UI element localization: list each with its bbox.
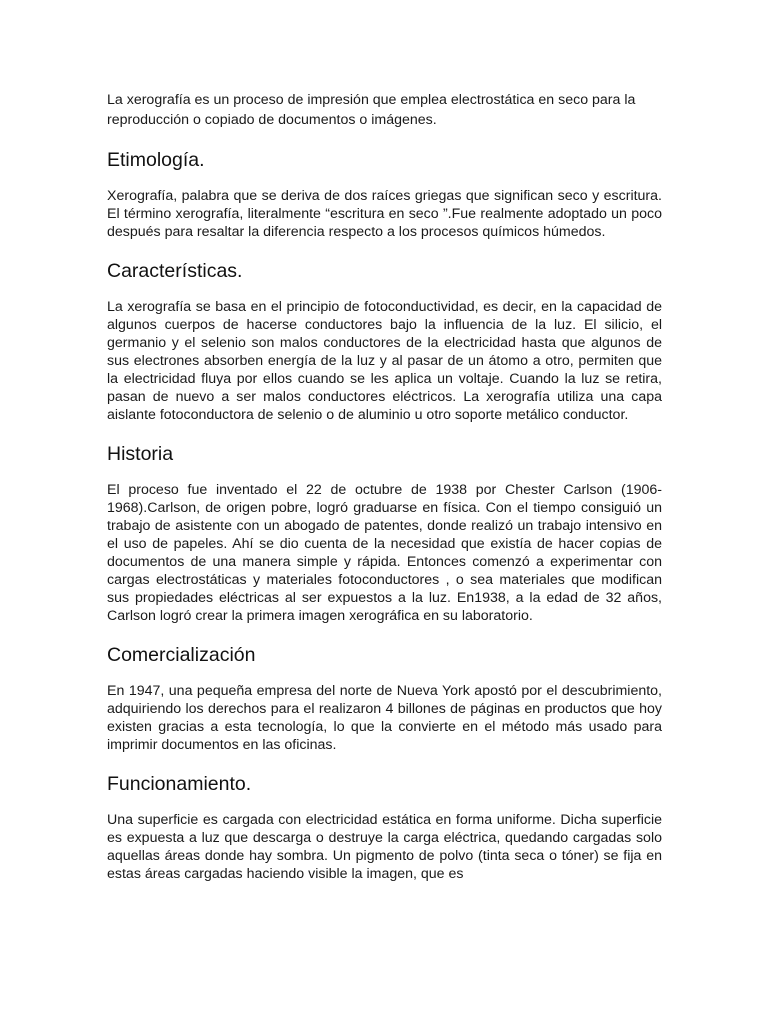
section-paragraph: El proceso fue inventado el 22 de octubre de 1938 por Chester Carlson (1906-1968).Carlson, de origen pobre, logró graduarse en física. Con el tiempo consiguió un trabajo de asistente con un abogado de patentes, donde realizó un trabajo intensivo en el uso de papeles. Ahí se dio cuenta de la necesidad que existía de hacer copias de documentos de una manera simple y rápida. Entonces comenzó a experimentar con cargas electrostáticas y materiales fotoconductores , o sea materiales que modifican sus propiedades eléctricas al ser expuestos a la luz. En1938, a la edad de 32 años, Carlson logró crear la primera imagen xerográfica en su laboratorio.: [107, 482, 662, 624]
section-comercializacion: [107, 643, 662, 754]
section-paragraph: Xerografía, palabra que se deriva de dos raíces griegas que significan seco y escritura. El término xerografía, literalmente “escritura en seco ”.Fue realmente adoptado un poco después para resaltar la diferencia respecto a los procesos químicos húmedos.: [107, 188, 662, 240]
section-paragraph: La xerografía se basa en el principio de fotoconductividad, es decir, en la capacidad de algunos cuerpos de hacerse conductores bajo la influencia de la luz. El silicio, el germanio y el selenio son malos conductores de la electricidad hasta que algunos de sus electrones absorben energía de la luz y al pasar de un átomo a otro, permiten que la electricidad fluya por ellos cuando se les aplica un voltaje. Cuando la luz se retira, pasan de nuevo a ser malos conductores eléctricos. La xerografía utiliza una capa aislante fotoconductora de selenio o de aluminio u otro soporte metálico conductor.: [107, 299, 662, 423]
section-funcionamiento: [107, 772, 662, 883]
section-heading: Características.: [107, 260, 243, 282]
section-historia: [107, 442, 662, 625]
section-heading: Etimología.: [107, 149, 205, 171]
section-etimologia: [107, 148, 662, 241]
section-heading: Funcionamiento.: [107, 773, 252, 795]
section-caracteristicas: [107, 259, 662, 424]
section-paragraph: Una superficie es cargada con electricidad estática en forma uniforme. Dicha superficie es expuesta a luz que descarga o destruye la carga eléctrica, quedando cargadas solo aquellas áreas donde hay sombra. Un pigmento de polvo (tinta seca o tóner) se fija en estas áreas cargadas haciendo visible la imagen, que es: [107, 812, 662, 882]
intro-paragraph: La xerografía es un proceso de impresión que emplea electrostática en seco para la reproducción o copiado de documentos o imágenes.: [107, 92, 636, 128]
section-heading: Comercialización: [107, 644, 256, 666]
section-paragraph: En 1947, una pequeña empresa del norte de Nueva York apostó por el descubrimiento, adquiriendo los derechos para el realizaron 4 billones de páginas en productos que hoy existen gracias a esta tecnología, lo que la convierte en el método más usado para imprimir documentos en las oficinas.: [107, 683, 662, 753]
section-heading: Historia: [107, 443, 174, 465]
document-page: [107, 90, 662, 883]
